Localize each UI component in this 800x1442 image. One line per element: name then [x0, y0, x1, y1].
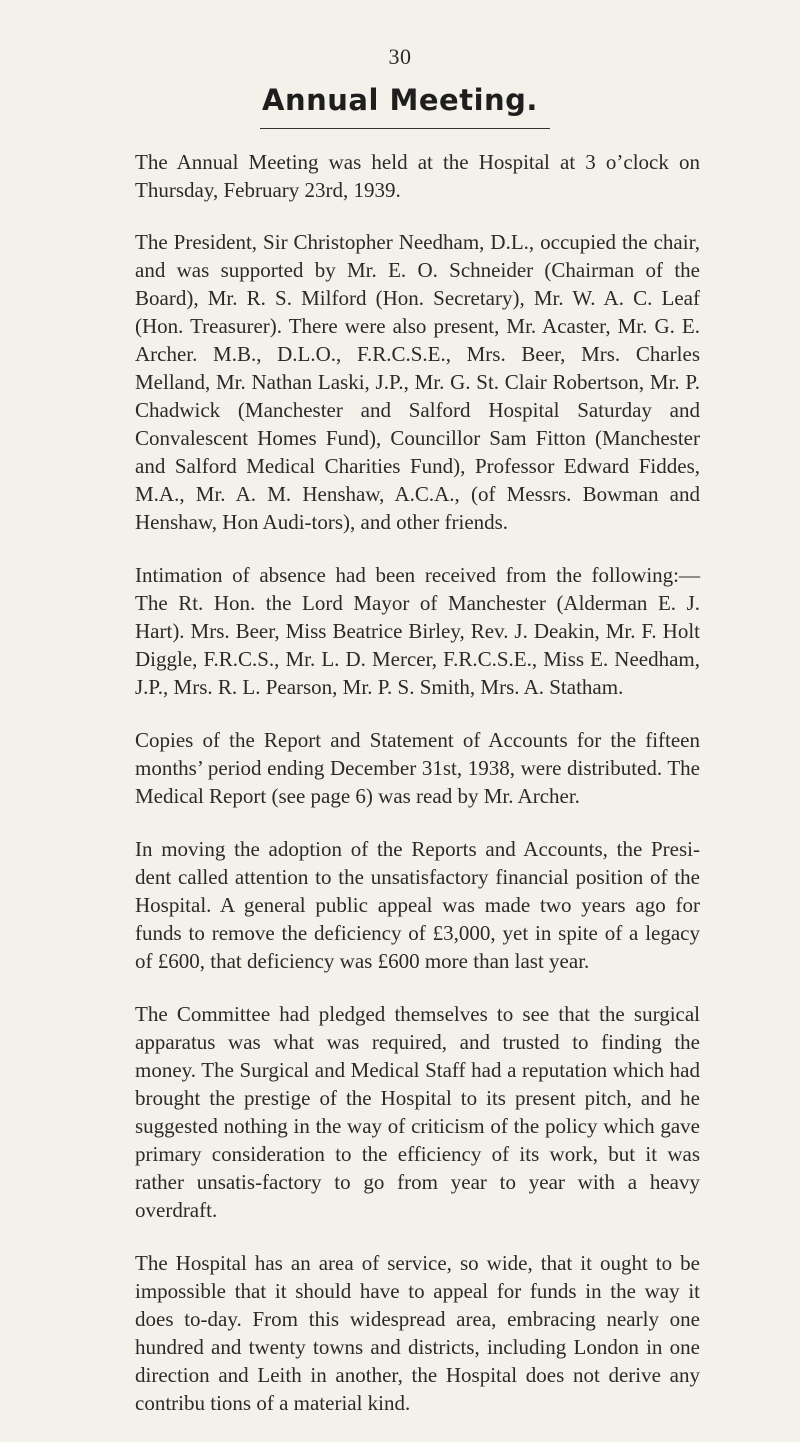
body-text	[135, 148, 700, 1442]
paragraph-report-distribution: Copies of the Report and Statement of Accounts for the fifteen months’ period ending December 31st, 1938, were distributed. The Medical Report (see page 6) was read by Mr. Archer.	[135, 728, 700, 808]
paragraph-absences: Intimation of absence had been received from the following:— The Rt. Hon. the Lord Mayor of Manchester (Alderman E. J. Hart). Mrs. Beer, Miss Beatrice Birley, Rev. J. Deakin, Mr. F. Holt Diggle, F.R.C.S., Mr. L. D. Mercer, F.R.C.S.E., Miss E. Needham, J.P., Mrs. R. L. Pearson, Mr. P. S. Smith, Mrs. A. Statham.	[135, 563, 700, 699]
page-title: Annual Meeting.	[262, 83, 538, 117]
paragraph-meeting-date: The Annual Meeting was held at the Hospital at 3 o’clock on Thursday, February 23rd, 1939.	[135, 150, 700, 202]
page-number: 30	[388, 44, 412, 69]
title-divider	[260, 128, 550, 129]
paragraph-area-of-service: The Hospital has an area of service, so wide, that it ought to be impossible that it should have to appeal for funds in the way it does to-day. From this widespread area, embracing nearly one hundred and twenty towns and districts, including London in one direction and Leith in another, the Hospital does not derive any contribu tions of a material kind.	[135, 1251, 700, 1415]
paragraph-committee-pledge: The Committee had pledged themselves to see that the surgical apparatus was what was required, and trusted to finding the money. The Surgical and Medical Staff had a reputation which had brought the prestige of the Hospital to its present pitch, and he suggested nothing in the way of criticism of the policy which gave primary consideration to the efficiency of its work, but it was rather unsatis-factory to go from year to year with a heavy overdraft.	[135, 1002, 700, 1222]
paragraph-financial-position: In moving the adoption of the Reports and Accounts, the Presi-dent called attention to the unsatisfactory financial position of the Hospital. A general public appeal was made two years ago for funds to remove the deficiency of £3,000, yet in spite of a legacy of £600, that deficiency was £600 more than last year.	[135, 837, 700, 973]
paragraph-attendees: The President, Sir Christopher Needham, D.L., occupied the chair, and was supported by Mr. E. O. Schneider (Chairman of the Board), Mr. R. S. Milford (Hon. Secretary), Mr. W. A. C. Leaf (Hon. Treasurer). There were also present, Mr. Acaster, Mr. G. E. Archer. M.B., D.L.O., F.R.C.S.E., Mrs. Beer, Mrs. Charles Melland, Mr. Nathan Laski, J.P., Mr. G. St. Clair Robertson, Mr. P. Chadwick (Manchester and Salford Hospital Saturday and Convalescent Homes Fund), Councillor Sam Fitton (Manchester and Salford Medical Charities Fund), Professor Edward Fiddes, M.A., Mr. A. M. Henshaw, A.C.A., (of Messrs. Bowman and Henshaw, Hon Audi-tors), and other friends.	[135, 230, 700, 534]
